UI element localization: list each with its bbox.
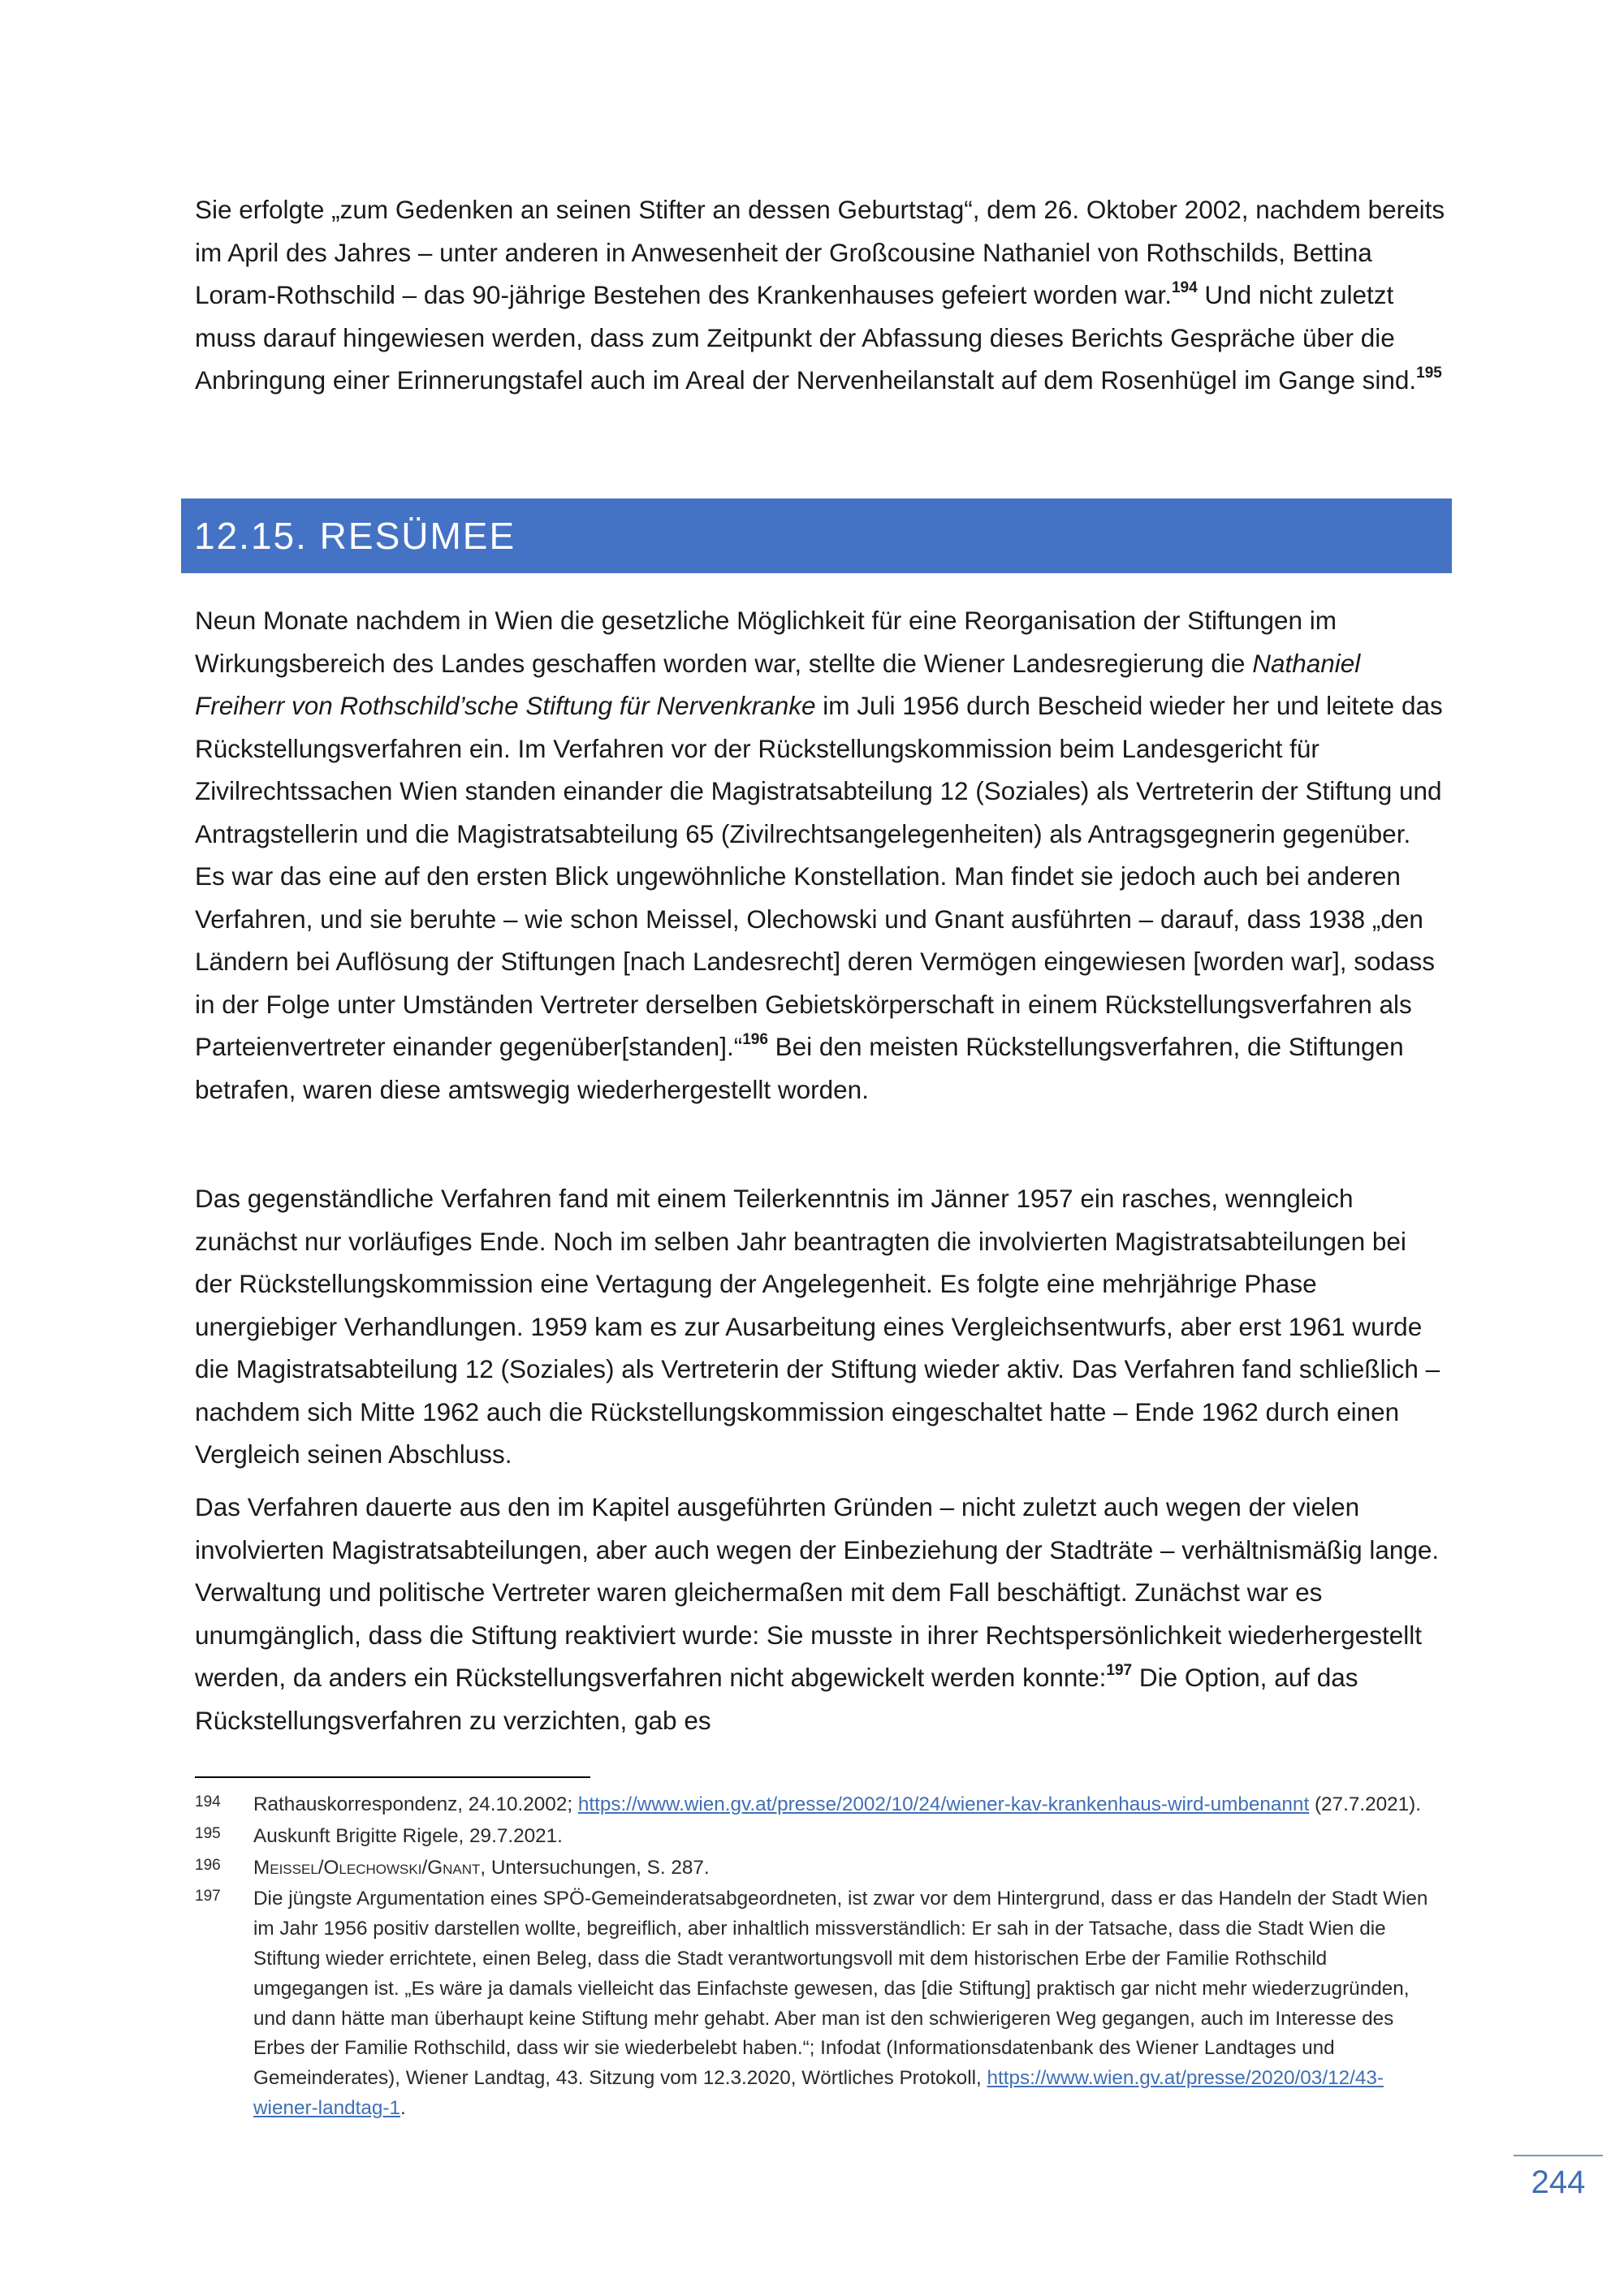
paragraph-text: Das Verfahren dauerte aus den im Kapitel ausgeführten Gründen – nicht zuletzt auch wegen der vielen involvierten Magistratsabteilungen, aber auch wegen der Einbeziehung der Stadträte – verhältnismäßig lange. Verwaltung und politische Vertreter waren gleichermaßen mit dem Fall beschäftigt. Zunächst war es unumgänglich, dass die Stiftung reaktiviert wurde: Sie musste in ihrer Rechtspersönlichkeit wiederhergestellt werden, da anders ein Rückstellungsverfahren nicht abgewickelt werden konnte: — [195, 1492, 1440, 1692]
footnote-authors: Meissel/Olechowski/Gnant — [253, 1856, 481, 1879]
section-heading: 12.15. RESÜMEE — [181, 498, 1452, 573]
footnote-number: 197 — [195, 1888, 221, 1905]
paragraph-resumee-2 — [195, 1177, 1445, 1476]
footnote-194 — [195, 1790, 1445, 1820]
paragraph-text: Das gegenständliche Verfahren fand mit einem Teilerkenntnis im Jänner 1957 ein rasches, wenngleich zunächst nur vorläufiges Ende. Noch im selben Jahr beantragten die involvierten Magistratsabteilungen bei der Rückstellungskommission eine Vertagung der Angelegenheit. Es folgte eine mehrjährige Phase unergiebiger Verhandlungen. 1959 kam es zur Ausarbeitung eines Vergleichsentwurfs, aber erst 1961 wurde die Magistratsabteilung 12 (Soziales) als Vertreterin der Stiftung wieder aktiv. Das Verfahren fand schließlich – nachdem sich Mitte 1962 auch die Rückstellungskommission eingeschaltet hatte – Ende 1962 durch einen Vergleich seinen Abschluss. — [195, 1184, 1440, 1469]
paragraph-resumee-3 — [195, 1486, 1445, 1741]
footnote-ref-197[interactable]: 197 — [1106, 1662, 1133, 1679]
footnote-text: Rathauskorrespondenz, 24.10.2002; — [253, 1793, 578, 1815]
paragraph-text: Sie erfolgte „zum Gedenken an seinen Stifter an dessen Geburtstag“, dem 26. Oktober 2002, nachdem bereits im April des Jahres – unter anderen in Anwesenheit der Großcousine Nathaniel von Rothschilds, Bettina Loram-Rothschild – das 90-jährige Bestehen des Krankenhauses gefeiert worden war. — [195, 195, 1445, 309]
paragraph-text: im Juli 1956 durch Bescheid wieder her und leitete das Rückstellungsverfahren ein. Im Verfahren vor der Rückstellungskommission beim Landesgericht für Zivilrechtssachen Wien standen einander die Magistratsabteilung 12 (Soziales) als Vertreterin der Stiftung und Antragstellerin und die Magistratsabteilung 65 (Zivilrechtsangelegenheiten) als Antragsgegnerin gegenüber. Es war das eine auf den ersten Blick ungewöhnliche Konstellation. Man findet sie jedoch auch bei anderen Verfahren, und sie beruhte – wie schon Meissel, Olechowski und Gnant ausführten – darauf, dass 1938 „den Ländern bei Auflösung der Stiftungen [nach Landesrecht] deren Vermögen eingewiesen [worden war], sodass in der Folge unter Umständen Vertreter derselben Gebietskörperschaft in einem Rückstellungsverfahren als Parteienvertreter einander gegenüber[standen].“ — [195, 691, 1443, 1061]
footnote-195 — [195, 1822, 1445, 1852]
footnote-text: Auskunft Brigitte Rigele, 29.7.2021. — [253, 1824, 563, 1847]
footnote-ref-194[interactable]: 194 — [1171, 279, 1198, 296]
footnote-number: 194 — [195, 1793, 221, 1810]
paragraph-text: Neun Monate nachdem in Wien die gesetzliche Möglichkeit für eine Reorganisation der Stiftungen im Wirkungsbereich des Landes geschaffen worden war, stellte die Wiener Landesregierung die — [195, 606, 1337, 678]
footnotes — [195, 1790, 1445, 2126]
footnote-text: (27.7.2021). — [1309, 1793, 1421, 1815]
footnote-number: 195 — [195, 1824, 221, 1842]
footnote-text: . — [400, 2096, 406, 2119]
paragraph-text: Bei den meisten Rückstellungsverfahren, die Stiftungen betrafen, waren diese amtswegig wiederhergestellt worden. — [195, 1032, 1404, 1104]
footnote-text: Die jüngste Argumentation eines SPÖ-Gemeinderatsabgeordneten, ist zwar vor dem Hintergrund, dass er das Handeln der Stadt Wien im Jahr 1956 positiv darstellen wollte, begreiflich, aber inhaltlich missverständlich: Er sah in der Tatsache, dass die Stadt Wien die Stiftung wieder errichtete, einen Beleg, dass die Stadt verantwortungsvoll mit dem historischen Erbe der Familie Rothschild umgegangen ist. „Es wäre ja damals vielleicht das Einfachste gewesen, das [die Stiftung] praktisch gar nicht mehr wiederzugründen, und dann hätte man überhaupt keine Stiftung mehr gehabt. Aber man ist den schwierigeren Weg gegangen, auch im Interesse des Erbes der Familie Rothschild, dass wir sie wiederbelebt haben.“; Infodat (Informationsdatenbank des Wiener Landtages und Gemeinderates), Wiener Landtag, 43. Sitzung vom 12.3.2020, Wörtliches Protokoll, — [253, 1888, 1428, 2090]
footnote-ref-196[interactable]: 196 — [742, 1031, 768, 1048]
footnote-196 — [195, 1854, 1445, 1884]
footnote-197 — [195, 1884, 1445, 2123]
footnote-text: , Untersuchungen, S. 287. — [480, 1856, 710, 1879]
footnote-link[interactable]: https://www.wien.gv.at/presse/2002/10/24/wiener-kav-krankenhaus-wird-umbenannt — [577, 1793, 1310, 1815]
paragraph-text: Die Option, auf das Rückstellungsverfahren zu verzichten, gab es — [195, 1663, 1358, 1735]
foundation-name-italic: Nathaniel Freiherr von Rothschild’sche Stiftung für Nervenkranke — [195, 648, 1361, 720]
footnote-separator — [195, 1776, 590, 1778]
footnote-number: 196 — [195, 1856, 221, 1874]
paragraph-text: Und nicht zuletzt muss darauf hingewiesen werden, dass zum Zeitpunkt der Abfassung dieses Berichts Gespräche über die Anbringung einer Erinnerungstafel auch im Areal der Nervenheilanstalt auf dem Rosenhügel im Gange sind. — [195, 280, 1417, 395]
page-number: 244 — [1531, 2164, 1586, 2200]
paragraph-intro — [195, 188, 1445, 402]
footnote-ref-195[interactable]: 195 — [1416, 365, 1442, 382]
paragraph-resumee-1 — [195, 599, 1445, 1111]
page-number-rule — [1514, 2155, 1603, 2156]
footnote-link[interactable]: https://www.wien.gv.at/presse/2020/03/12/43-wiener-landtag-1 — [253, 2067, 1384, 2119]
